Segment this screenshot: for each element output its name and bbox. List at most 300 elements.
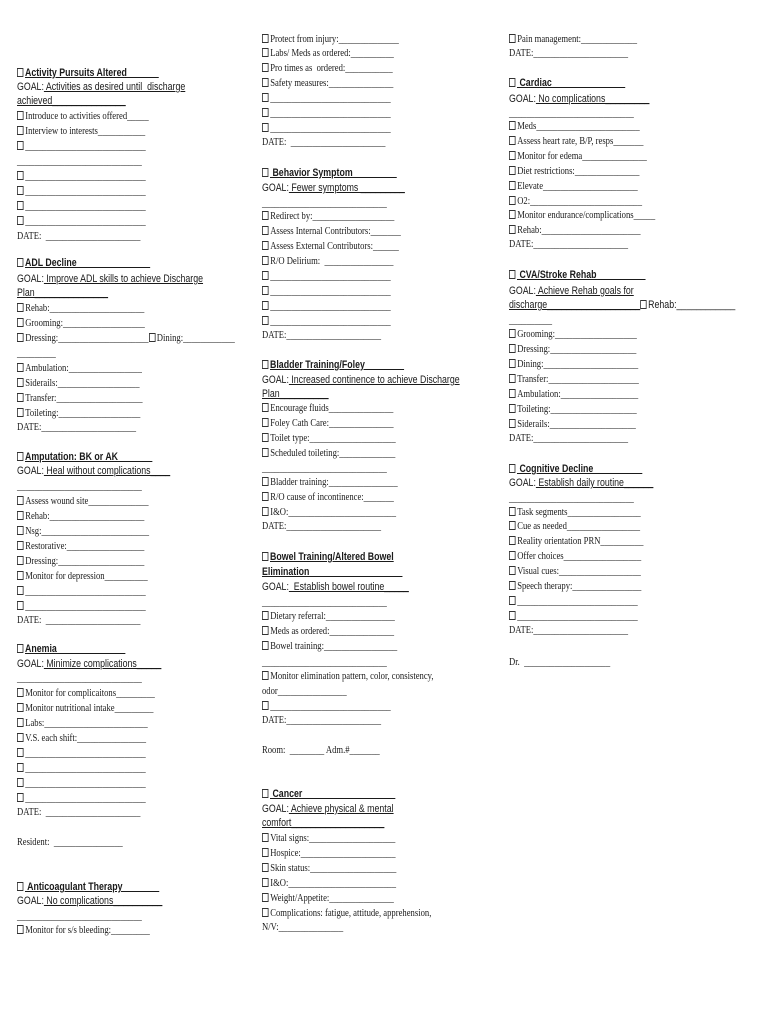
checkbox-icon[interactable] <box>262 226 269 235</box>
checklist-label: ____________________________ <box>25 793 146 804</box>
checklist-item[interactable] <box>17 732 146 746</box>
checklist-item[interactable] <box>262 877 396 891</box>
checklist-label: Meds________________________ <box>517 121 640 132</box>
checklist-item[interactable] <box>262 432 396 446</box>
checkbox-icon[interactable] <box>262 448 269 457</box>
text-line: DATE:______________________ <box>262 330 382 341</box>
checkbox-icon[interactable] <box>509 151 516 160</box>
goal-text: Increased continence to achieve Discharge <box>288 374 460 386</box>
checklist-item[interactable] <box>262 491 394 505</box>
checkbox-icon[interactable] <box>262 789 268 798</box>
checklist-item[interactable] <box>17 687 155 701</box>
checkbox-icon[interactable] <box>509 389 516 398</box>
checkbox-icon[interactable] <box>509 536 516 545</box>
checkbox-icon[interactable] <box>17 126 24 135</box>
checkbox-icon[interactable] <box>17 778 24 787</box>
checkbox-icon[interactable] <box>262 360 268 369</box>
checkbox-icon[interactable] <box>509 404 516 413</box>
section-heading <box>509 76 625 90</box>
goal-line <box>262 802 394 816</box>
goal-line <box>17 272 203 286</box>
checklist-item[interactable] <box>262 862 396 876</box>
checklist-item[interactable] <box>17 392 143 406</box>
checklist-label: Dressing:_____________________ <box>25 333 149 344</box>
checkbox-icon[interactable] <box>509 566 516 575</box>
checklist-label: ____________________________ <box>25 586 146 597</box>
checklist-label: Assess heart rate, B/P, resps_______ <box>517 136 644 147</box>
checklist-item[interactable] <box>17 600 146 614</box>
checklist-label: ____________________________ <box>270 301 391 312</box>
checklist-item[interactable] <box>509 120 640 134</box>
text-line: Room: ________ Adm.#_______ <box>262 745 380 756</box>
checklist-item[interactable] <box>262 610 395 624</box>
checklist-item[interactable] <box>17 407 140 421</box>
checklist-item[interactable] <box>262 640 397 654</box>
goal-text: Activities as desired until discharge <box>43 81 186 93</box>
checklist-item[interactable] <box>262 210 394 224</box>
checkbox-icon[interactable] <box>262 893 269 902</box>
checkbox-icon[interactable] <box>509 464 515 473</box>
checklist-label: Toilet type:____________________ <box>270 433 396 444</box>
checkbox-icon[interactable] <box>262 878 269 887</box>
checkbox-icon[interactable] <box>262 701 269 710</box>
text-line: __________ <box>509 315 553 326</box>
checkbox-icon[interactable] <box>17 763 24 772</box>
checklist-label: Pro times as ordered:___________ <box>270 63 393 74</box>
text-line: _____________________________ <box>262 463 387 474</box>
checklist-label: Redirect by:___________________ <box>270 211 395 222</box>
checklist-item[interactable] <box>17 215 146 229</box>
checklist-item[interactable] <box>262 33 399 47</box>
checklist-item[interactable] <box>17 792 146 806</box>
checklist-item[interactable] <box>17 332 235 346</box>
checklist-item[interactable] <box>17 362 142 376</box>
checkbox-icon[interactable] <box>17 452 23 461</box>
section-heading <box>17 450 152 464</box>
checklist-item[interactable] <box>262 255 393 269</box>
goal-text: Plan__________ <box>262 388 329 400</box>
goal-text: Establish bowel routine_____ <box>288 581 409 593</box>
goal-line <box>17 286 108 300</box>
goal-text: Achieve physical & mental <box>288 803 394 815</box>
goal-text: Fewer symptoms _________ <box>288 182 405 194</box>
checkbox-icon[interactable] <box>17 688 24 697</box>
checkbox-icon[interactable] <box>17 733 24 742</box>
checkbox-icon[interactable] <box>262 241 269 250</box>
checklist-item[interactable] <box>17 555 144 569</box>
checklist-item[interactable] <box>262 670 434 684</box>
goal-line <box>509 284 634 298</box>
checkbox-icon[interactable] <box>262 211 269 220</box>
checklist-item[interactable] <box>262 47 394 61</box>
text-line: DATE: ______________________ <box>262 137 386 148</box>
checklist-item[interactable] <box>262 907 431 921</box>
checklist-label: Assess wound site______________ <box>25 496 149 507</box>
checklist-item[interactable] <box>17 777 146 791</box>
checklist-item[interactable] <box>17 125 145 139</box>
checklist-label: Monitor nutritional intake_________ <box>25 703 154 714</box>
checklist-label: ____________________________ <box>25 763 146 774</box>
checklist-label: ____________________________ <box>517 611 638 622</box>
section-title: CVA/Stroke Rehab__________ <box>517 269 646 281</box>
checkbox-icon[interactable] <box>640 300 646 309</box>
checklist-label: ____________________________ <box>270 271 391 282</box>
checkbox-icon[interactable] <box>509 34 516 43</box>
checklist-item[interactable] <box>509 506 641 520</box>
checkbox-icon[interactable] <box>509 551 516 560</box>
checklist-item[interactable] <box>509 150 647 164</box>
checkbox-icon[interactable] <box>17 601 24 610</box>
goal-line <box>17 894 162 908</box>
checklist-label: Hospice:______________________ <box>270 848 396 859</box>
checklist-label: Cue as needed_________________ <box>517 521 641 532</box>
checklist-item[interactable] <box>17 924 150 938</box>
checkbox-icon[interactable] <box>262 833 269 842</box>
checkbox-icon[interactable] <box>17 718 24 727</box>
checklist-item[interactable] <box>262 285 391 299</box>
checklist-label: Assess Internal Contributors:_______ <box>270 226 401 237</box>
checklist-item[interactable] <box>262 506 396 520</box>
checklist-item[interactable] <box>17 570 148 584</box>
checklist-label: Monitor elimination pattern, color, consistency, <box>270 671 434 682</box>
goal-label: GOAL: <box>17 273 44 285</box>
checklist-label: Visual cues:___________________ <box>517 566 641 577</box>
checklist-label: ____________________________ <box>25 141 146 152</box>
checkbox-icon[interactable] <box>17 571 24 580</box>
checklist-item[interactable] <box>17 185 146 199</box>
checklist-item[interactable] <box>262 270 391 284</box>
goal-line <box>262 580 409 594</box>
text-line: DATE:______________________ <box>509 48 629 59</box>
checkbox-icon[interactable] <box>17 541 24 550</box>
checklist-label: Task segments_________________ <box>517 507 641 518</box>
checklist-item[interactable] <box>262 625 394 639</box>
checklist-label: Dining:____________ <box>156 333 235 344</box>
goal-text: Improve ADL skills to achieve Discharge <box>43 273 204 285</box>
checkbox-icon[interactable] <box>509 329 516 338</box>
checkbox-icon[interactable] <box>509 270 515 279</box>
checkbox-icon[interactable] <box>17 186 24 195</box>
checkbox-icon[interactable] <box>17 511 24 520</box>
goal-line <box>509 298 735 312</box>
checklist-label: Dietary referral:________________ <box>270 611 395 622</box>
checklist-item[interactable] <box>509 209 655 223</box>
checklist-item[interactable] <box>509 595 638 609</box>
text-line: Resident: ________________ <box>17 837 123 848</box>
goal-line <box>262 181 405 195</box>
checklist-item[interactable] <box>262 447 395 461</box>
checklist-label: ____________________________ <box>270 286 391 297</box>
checkbox-icon[interactable] <box>509 507 516 516</box>
checkbox-icon[interactable] <box>262 63 269 72</box>
section-heading <box>509 268 645 282</box>
checklist-item[interactable] <box>262 77 393 91</box>
checkbox-icon[interactable] <box>262 123 269 132</box>
checklist-item[interactable] <box>17 762 146 776</box>
checkbox-icon[interactable] <box>509 374 516 383</box>
checklist-item[interactable] <box>509 550 641 564</box>
checklist-label: Ambulation:__________________ <box>517 389 639 400</box>
checkbox-icon[interactable] <box>262 492 269 501</box>
checklist-item[interactable] <box>262 315 391 329</box>
checkbox-icon[interactable] <box>17 793 24 802</box>
checkbox-icon[interactable] <box>262 418 269 427</box>
checklist-item[interactable] <box>509 358 638 372</box>
checklist-item[interactable] <box>262 832 395 846</box>
checklist-label: Ambulation:_________________ <box>25 363 142 374</box>
checklist-label: Skin status:____________________ <box>270 863 397 874</box>
checkbox-icon[interactable] <box>17 201 24 210</box>
section-title: Elimination___________________ <box>262 566 403 578</box>
checkbox-icon[interactable] <box>17 882 23 891</box>
checkbox-icon[interactable] <box>509 581 516 590</box>
checkbox-icon[interactable] <box>262 641 269 650</box>
checklist-label: Bowel training:_________________ <box>270 641 398 652</box>
checkbox-icon[interactable] <box>262 433 269 442</box>
text-line: DATE:______________________ <box>509 239 629 250</box>
checklist-item[interactable] <box>262 476 398 490</box>
goal-label: GOAL: <box>262 803 289 815</box>
checkbox-icon[interactable] <box>17 171 24 180</box>
checklist-item[interactable] <box>262 402 393 416</box>
checklist-item[interactable] <box>509 224 641 238</box>
checklist-item[interactable] <box>509 373 639 387</box>
checklist-item[interactable] <box>509 565 641 579</box>
goal-text: Heal without complications____ <box>43 465 171 477</box>
checkbox-icon[interactable] <box>17 703 24 712</box>
goal-text: comfort___________________ <box>262 817 385 829</box>
goal-label: GOAL: <box>17 658 44 670</box>
checklist-label: Meds as ordered:_______________ <box>270 626 395 637</box>
checklist-item[interactable] <box>17 317 145 331</box>
checkbox-icon[interactable] <box>509 611 516 620</box>
checkbox-icon[interactable] <box>17 318 24 327</box>
checklist-item[interactable] <box>509 388 638 402</box>
checklist-item[interactable] <box>509 520 640 534</box>
section-heading <box>262 166 397 180</box>
checklist-label: ____________________________ <box>517 596 638 607</box>
checklist-item[interactable] <box>17 540 144 554</box>
checklist-label: Protect from injury:______________ <box>270 34 399 45</box>
checklist-label: Complications: fatigue, attitude, apprehension, <box>270 908 432 919</box>
checkbox-icon[interactable] <box>262 626 269 635</box>
section-title: Cancer___________________ <box>270 788 396 800</box>
checklist-label: Dining:______________________ <box>517 359 639 370</box>
text-line: DATE:______________________ <box>17 422 137 433</box>
section-title: Activity Pursuits Altered ______ <box>25 67 159 79</box>
checkbox-icon[interactable] <box>262 286 269 295</box>
checkbox-icon[interactable] <box>509 596 516 605</box>
checklist-item[interactable] <box>509 165 639 179</box>
checklist-item[interactable] <box>17 200 146 214</box>
checklist-item[interactable] <box>17 717 148 731</box>
checklist-item[interactable] <box>509 580 641 594</box>
checkbox-icon[interactable] <box>262 552 268 561</box>
checkbox-icon[interactable] <box>509 359 516 368</box>
section-heading <box>17 66 159 80</box>
checkbox-icon[interactable] <box>262 403 269 412</box>
checklist-label: Monitor for complicaitons_________ <box>25 688 155 699</box>
section-heading <box>17 642 125 656</box>
checklist-item[interactable] <box>262 107 391 121</box>
checkbox-icon[interactable] <box>262 611 269 620</box>
checkbox-icon[interactable] <box>262 848 269 857</box>
checklist-item[interactable] <box>17 140 146 154</box>
section-heading <box>17 256 150 270</box>
checklist-item[interactable] <box>509 535 643 549</box>
checkbox-icon[interactable] <box>509 78 515 87</box>
checkbox-icon[interactable] <box>17 258 23 267</box>
checkbox-icon[interactable] <box>509 419 516 428</box>
checkbox-icon[interactable] <box>17 556 24 565</box>
checkbox-icon[interactable] <box>17 216 24 225</box>
checkbox-icon[interactable] <box>262 671 269 680</box>
checkbox-icon[interactable] <box>262 48 269 57</box>
checkbox-icon[interactable] <box>262 93 269 102</box>
text-line: DATE: ______________________ <box>17 231 141 242</box>
checklist-label: Monitor for s/s bleeding:_________ <box>25 925 150 936</box>
checklist-item[interactable] <box>262 240 399 254</box>
section-title: Bowel Training/Altered Bowel <box>270 551 394 563</box>
checkbox-icon[interactable] <box>509 121 516 130</box>
checkbox-icon[interactable] <box>17 303 24 312</box>
checkbox-icon[interactable] <box>262 316 269 325</box>
checklist-item[interactable] <box>17 377 140 391</box>
checkbox-icon[interactable] <box>509 196 516 205</box>
checkbox-icon[interactable] <box>17 393 24 402</box>
checkbox-icon[interactable] <box>262 34 269 43</box>
checklist-item[interactable] <box>17 302 144 316</box>
checklist-label: ____________________________ <box>25 601 146 612</box>
goal-label: GOAL: <box>262 374 289 386</box>
checklist-item[interactable] <box>262 300 391 314</box>
checklist-item[interactable] <box>17 585 146 599</box>
checklist-item[interactable] <box>509 418 636 432</box>
goal-text: Establish daily routine______ <box>535 477 654 489</box>
checklist-item[interactable] <box>17 495 149 509</box>
checkbox-icon[interactable] <box>509 344 516 353</box>
checklist-label: ____________________________ <box>25 201 146 212</box>
checkbox-icon[interactable] <box>262 863 269 872</box>
checklist-item[interactable] <box>262 92 391 106</box>
checklist-item[interactable] <box>509 33 637 47</box>
checkbox-icon[interactable] <box>509 136 516 145</box>
checklist-item[interactable] <box>262 122 391 136</box>
checkbox-icon[interactable] <box>149 333 156 342</box>
goal-line <box>509 92 649 106</box>
goal-text: Achieve Rehab goals for <box>535 285 634 297</box>
checklist-label: Elevate______________________ <box>517 181 638 192</box>
section-heading <box>262 550 394 564</box>
checkbox-icon[interactable] <box>17 748 24 757</box>
checkbox-icon[interactable] <box>17 586 24 595</box>
checkbox-icon[interactable] <box>262 78 269 87</box>
checklist-item[interactable] <box>17 702 153 716</box>
checklist-item[interactable] <box>17 110 149 124</box>
goal-label: GOAL: <box>262 182 289 194</box>
checkbox-icon[interactable] <box>509 210 516 219</box>
section-heading <box>262 787 395 801</box>
checklist-item[interactable] <box>262 892 394 906</box>
checkbox-icon[interactable] <box>17 333 24 342</box>
text-line: _____________________________ <box>262 198 387 209</box>
checklist-item[interactable] <box>17 525 149 539</box>
goal-label: GOAL: <box>17 81 44 93</box>
text-line: odor________________ <box>262 686 347 697</box>
checklist-item[interactable] <box>17 170 146 184</box>
checklist-label: Rehab:_______________________ <box>517 225 641 236</box>
checklist-item[interactable] <box>262 700 391 714</box>
checkbox-icon[interactable] <box>262 271 269 280</box>
checklist-item[interactable] <box>509 343 636 357</box>
checklist-label: Siderails:___________________ <box>25 378 140 389</box>
checkbox-icon[interactable] <box>17 644 23 653</box>
goal-text: discharge___________________ <box>509 299 641 311</box>
checkbox-icon[interactable] <box>262 477 269 486</box>
goal-label: GOAL: <box>17 465 44 477</box>
checklist-item[interactable] <box>509 403 637 417</box>
checkbox-icon[interactable] <box>509 166 516 175</box>
section-title: Cardiac_______________ <box>517 77 626 89</box>
checkbox-icon[interactable] <box>17 141 24 150</box>
checkbox-icon[interactable] <box>509 181 516 190</box>
section-title: Amputation: BK or AK_______ <box>25 451 153 463</box>
checkbox-icon[interactable] <box>509 521 516 530</box>
section-heading <box>262 565 402 579</box>
checkbox-icon[interactable] <box>262 108 269 117</box>
checklist-label: Interview to interests___________ <box>25 126 146 137</box>
checkbox-icon[interactable] <box>17 408 24 417</box>
checkbox-icon[interactable] <box>262 507 269 516</box>
checkbox-icon[interactable] <box>262 256 269 265</box>
checklist-item[interactable] <box>17 510 144 524</box>
checklist-item[interactable] <box>509 195 642 209</box>
checkbox-icon[interactable] <box>262 168 268 177</box>
checklist-label: I&O:_________________________ <box>270 507 397 518</box>
checklist-label: Assess External Contributors:______ <box>270 241 399 252</box>
goal-text: Plan_______________ <box>17 287 109 299</box>
checkbox-icon[interactable] <box>17 496 24 505</box>
checklist-label: Weight/Appetite:_______________ <box>270 893 394 904</box>
text-line: DATE:______________________ <box>509 625 629 636</box>
checklist-item[interactable] <box>509 135 643 149</box>
checkbox-icon[interactable] <box>262 908 269 917</box>
checkbox-icon[interactable] <box>17 111 24 120</box>
checkbox-icon[interactable] <box>17 363 24 372</box>
checklist-item[interactable] <box>262 62 393 76</box>
checkbox-icon[interactable] <box>509 225 516 234</box>
checklist-item[interactable] <box>262 847 396 861</box>
text-line: _____________________________ <box>509 493 634 504</box>
checkbox-icon[interactable] <box>262 301 269 310</box>
checkbox-icon[interactable] <box>17 68 23 77</box>
checklist-item[interactable] <box>509 610 638 624</box>
checklist-label: O2:__________________________ <box>517 196 643 207</box>
goal-line <box>262 816 384 830</box>
checklist-item[interactable] <box>509 180 638 194</box>
goal-line <box>509 476 653 490</box>
checklist-item[interactable] <box>262 225 401 239</box>
checklist-item[interactable] <box>17 747 146 761</box>
checklist-item[interactable] <box>509 328 637 342</box>
checklist-label: Monitor for depression__________ <box>25 571 148 582</box>
checklist-label: ____________________________ <box>25 778 146 789</box>
checkbox-icon[interactable] <box>17 526 24 535</box>
checklist-label: Labs/ Meds as ordered:__________ <box>270 48 394 59</box>
checkbox-icon[interactable] <box>17 925 24 934</box>
checklist-item[interactable] <box>262 417 394 431</box>
checkbox-icon[interactable] <box>17 378 24 387</box>
